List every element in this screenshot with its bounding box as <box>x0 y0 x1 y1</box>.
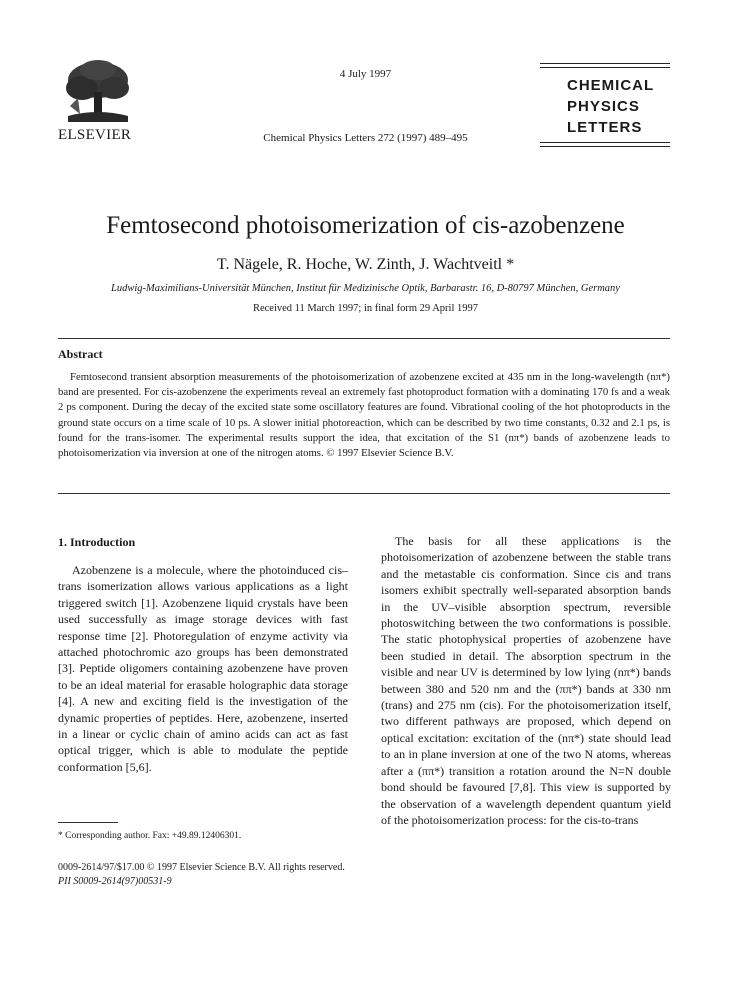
publisher-name: ELSEVIER <box>58 127 132 143</box>
journal-name-line: CHEMICAL <box>567 77 655 94</box>
abstract-heading: Abstract <box>58 347 103 361</box>
journal-logo <box>540 63 670 149</box>
copyright-line: 0009-2614/97/$17.00 © 1997 Elsevier Science B.V. All rights reserved. <box>58 862 345 873</box>
author-affiliation: Ludwig-Maximilians-Universität München, Institut für Medizinische Optik, Barbarastr. 16, D-80797 München, Germany <box>111 283 620 294</box>
divider <box>58 493 670 494</box>
author-list: T. Nägele, R. Hoche, W. Zinth, J. Wachtveitl * <box>216 256 515 273</box>
received-dates: Received 11 March 1997; in final form 29 April 1997 <box>252 303 479 314</box>
body-text-right-column: The basis for all these applications is the photoisomerization of azobenzene between the stable trans and the metastable cis conformation. Since cis and trans isomers exhibit spectrally well-separated absorption bands in the UV–visible absorption spectrum, reversible photoswitching between the two conformations is possible. The static photophysical properties of azobenzene have been studied in detail. The absorption spectrum in the visible and near UV is determined by low lying (nπ*) bands between 380 and 520 nm and the (ππ*) bands at 330 nm (trans) and 275 nm (cis). For the photoisomerization itself, two different pathways are proposed, which depend on optical excitation: excitation of the (nπ*) state should lead to an in plane inversion at one of the two N atoms, whereas after a (ππ*) transition a rotation around the N=N double bond should be favoured [7,8]. This view is supported by the observation of a wavelength dependent quantum yield of the photoisomerization process: for the cis-to-trans <box>381 534 671 827</box>
corresponding-author-footnote: * Corresponding author. Fax: +49.89.12406301. <box>58 831 242 841</box>
journal-name-line: PHYSICS <box>567 98 640 115</box>
body-text-left-column: Azobenzene is a molecule, where the photoinduced cis–trans isomerization allows various applications as a light triggered switch [1]. Azobenzene liquid crystals have been used successfully as image storage devices with fast response time [2]. Photoregulation of enzyme activity via attached photochromic azo groups has been demonstrated [3]. Peptide oligomers containing azobenzene have proven to be an ideal material for erasable holographic data storage [4]. A new and exciting field is the investigation of the dynamic properties of peptides. Here, azobenzene, inserted in a linear or cyclic chain of amino acids can act as fast optical trigger, which is able to modulate the peptide conformation [5,6]. <box>58 563 348 774</box>
section-heading: 1. Introduction <box>58 535 136 549</box>
footnote-rule <box>58 822 118 823</box>
journal-name-line: LETTERS <box>567 119 643 136</box>
issue-date: 4 July 1997 <box>339 68 392 80</box>
pii-identifier: PII S0009-2614(97)00531-9 <box>58 876 172 887</box>
abstract-text: Femtosecond transient absorption measurements of the photoisomerization of azobenzene excited at 435 nm in the long-wavelength (nπ*) band are presented. For cis-azobenzene the experiments reveal an extremely fast photoproduct formation with a dominating 170 fs and a weak 2 ps component. During the decay of the excited state some oscillatory features are found. Vibrational cooling of the hot photoproducts in the ground state occurs on a time scale of 10 ps. A slower initial photoreaction, which can be described by two time constants, 0.32 and 2.1 ps, is found for the trans-isomer. The experimental results support the idea, that excitation of the S1 (nπ*) bands of azobenzene leads to photoisomerization via inversion at one of the nitrogen atoms. © 1997 Elsevier Science B.V. <box>58 371 670 460</box>
journal-citation: Chemical Physics Letters 272 (1997) 489–495 <box>263 132 468 144</box>
article-title: Femtosecond photoisomerization of cis-azobenzene <box>106 212 625 239</box>
divider <box>58 338 670 339</box>
